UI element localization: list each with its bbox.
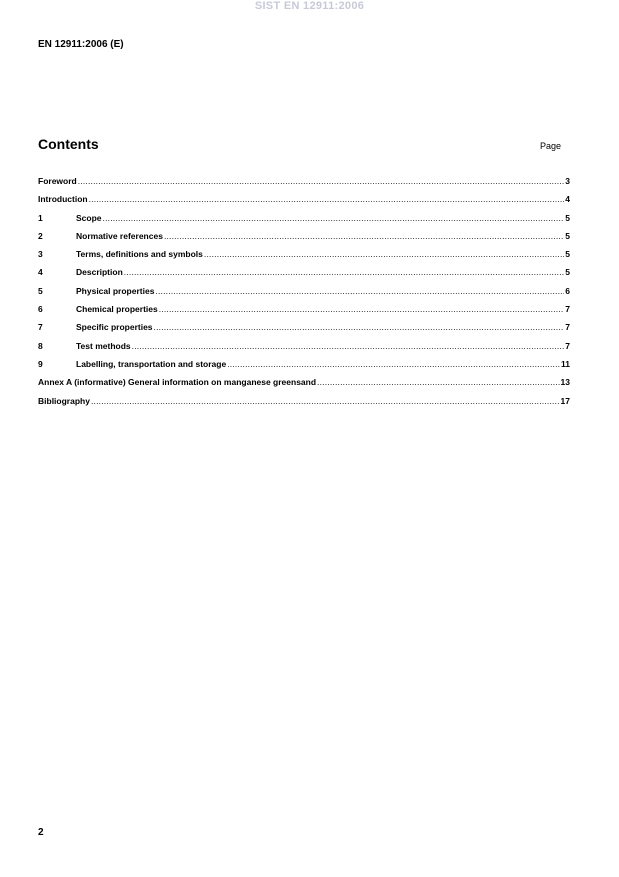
toc-leader — [132, 341, 565, 351]
toc-entry-page: 4 — [565, 194, 570, 205]
toc-leader — [317, 377, 559, 387]
toc-entry-title: Foreword — [38, 176, 77, 186]
toc-entry-number: 1 — [38, 212, 43, 223]
toc-entry-page: 17 — [560, 395, 570, 406]
toc-entry-number: 4 — [38, 267, 43, 278]
toc-entry-normative-references[interactable] — [38, 231, 570, 249]
toc-entry-number: 2 — [38, 230, 43, 241]
toc-leader — [124, 267, 565, 277]
toc-entry-title: Introduction — [38, 194, 88, 205]
toc-leader — [78, 176, 565, 186]
toc-entry-page: 6 — [565, 285, 570, 296]
toc-entry-title: Chemical properties — [76, 304, 158, 315]
toc-entry-number: 9 — [38, 358, 43, 369]
toc-entry-page: 5 — [565, 249, 570, 260]
table-of-contents — [38, 176, 570, 414]
toc-leader — [155, 286, 564, 296]
toc-entry-page: 7 — [565, 304, 570, 315]
toc-entry-title: Labelling, transportation and storage — [76, 358, 227, 369]
toc-entry-labelling[interactable] — [38, 359, 570, 377]
toc-entry-title: Normative references — [76, 230, 163, 241]
toc-entry-test-methods[interactable] — [38, 341, 570, 359]
toc-entry-foreword[interactable] — [38, 176, 570, 194]
toc-entry-title: Annex A (informative) General information on manganese greensand — [38, 377, 317, 388]
toc-entry-page: 5 — [565, 267, 570, 278]
toc-entry-number: 3 — [38, 249, 43, 260]
toc-entry-page: 7 — [565, 322, 570, 333]
toc-entry-number: 7 — [38, 322, 43, 333]
toc-leader — [159, 304, 565, 314]
toc-leader — [204, 249, 564, 259]
toc-entry-scope[interactable] — [38, 213, 570, 231]
toc-entry-page: 5 — [565, 212, 570, 223]
toc-entry-specific-properties[interactable] — [38, 322, 570, 340]
toc-entry-page: 5 — [565, 230, 570, 241]
toc-leader — [91, 396, 560, 406]
toc-entry-page: 13 — [560, 377, 570, 388]
toc-entry-title: Test methods — [76, 340, 131, 351]
toc-entry-chemical-properties[interactable] — [38, 304, 570, 322]
toc-entry-title: Specific properties — [76, 322, 153, 333]
toc-leader — [154, 322, 565, 332]
toc-entry-title: Bibliography — [38, 395, 90, 406]
toc-entry-number: 8 — [38, 340, 43, 351]
toc-leader — [89, 194, 565, 204]
toc-entry-description[interactable] — [38, 267, 570, 285]
page-column-label: Page — [540, 141, 562, 151]
toc-entry-bibliography[interactable] — [38, 396, 570, 414]
toc-entry-title: Terms, definitions and symbols — [76, 249, 203, 260]
toc-entry-page: 3 — [565, 176, 570, 186]
toc-entry-terms[interactable] — [38, 249, 570, 267]
watermark: SIST EN 12911:2006 — [254, 0, 365, 12]
toc-leader — [164, 231, 564, 241]
document-id: EN 12911:2006 (E) — [38, 39, 124, 50]
contents-title: Contents — [38, 136, 99, 152]
toc-entry-title: Physical properties — [76, 285, 155, 296]
page-number: 2 — [38, 827, 44, 838]
toc-entry-physical-properties[interactable] — [38, 286, 570, 304]
toc-entry-number: 6 — [38, 304, 43, 315]
toc-entry-page: 11 — [561, 358, 570, 369]
toc-leader — [227, 359, 560, 369]
toc-entry-annex-a[interactable] — [38, 377, 570, 395]
toc-entry-page: 7 — [565, 340, 570, 351]
toc-entry-title: Scope — [76, 212, 102, 223]
toc-leader — [103, 213, 565, 223]
toc-entry-introduction[interactable] — [38, 194, 570, 212]
toc-entry-number: 5 — [38, 285, 43, 296]
toc-entry-title: Description — [76, 267, 123, 278]
